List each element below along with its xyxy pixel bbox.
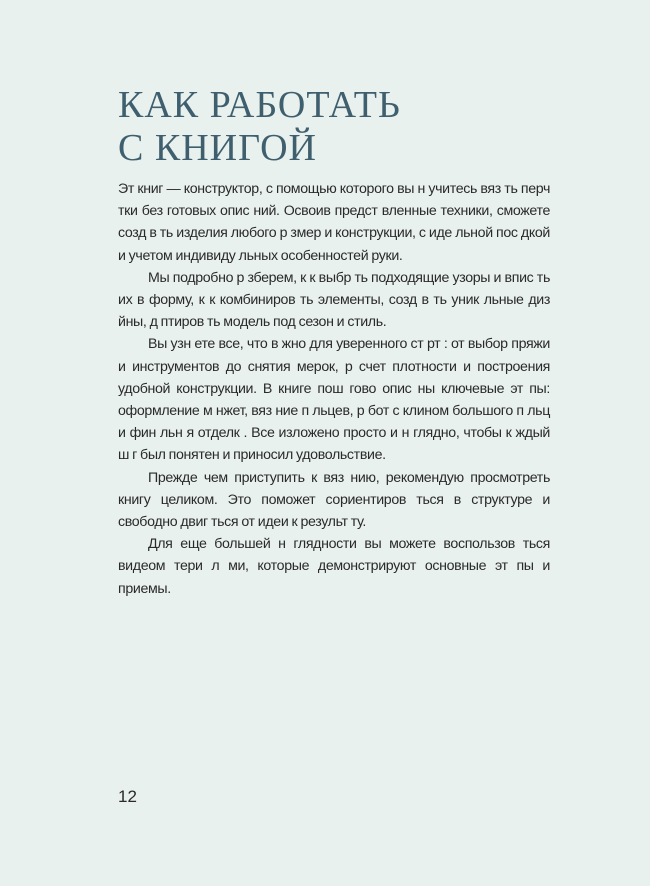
page-number: 12 xyxy=(118,787,137,806)
page-title xyxy=(118,84,558,170)
paragraph-2: Мы подробно р зберем, к к выбр ть подходящие узоры и впис ть их в форму, к к комбиниров ть элементы, созд в ть уник льные диз йны, д птиров ть модель под сезон и стиль. xyxy=(118,269,550,331)
paragraph-3: Вы узн ете все, что в жно для уверенного ст рт : от выбор пряжи и инструментов до снятия мерок, р счет плотности и построения удобной конструкции. В книге пош гово опис ны ключевые эт пы: оформление м нжет, вяз ние п льцев, р бот с клином большого п льц и фин льн я отделк . Все изложено просто и н глядно, чтобы к ждый ш г был понятен и приносил удовольствие. xyxy=(118,336,550,464)
title-line-2: С КНИГОЙ xyxy=(118,127,317,169)
paragraph-1: Эт книг — конструктор, с помощью которого вы н учитесь вяз ть перч тки без готовых опис ний. Освоив предст вленные техники, сможете созд в ть изделия любого р змер и конструкции, с иде льной пос дкой и учетом индивиду льных особенностей руки. xyxy=(118,181,550,264)
paragraph-4: Прежде чем приступить к вяз нию, рекомендую просмотреть книгу целиком. Это поможет сориентиров ться в структуре и свободно двиг ться от идеи к результ ту. xyxy=(118,469,550,531)
body-text xyxy=(118,178,550,600)
title-line-1: КАК РАБОТАТЬ xyxy=(118,84,401,126)
paragraph-5: Для еще большей н глядности вы можете воспользов ться видеом тери л ми, которые демонстрируют основные эт пы и приемы. xyxy=(118,536,550,597)
